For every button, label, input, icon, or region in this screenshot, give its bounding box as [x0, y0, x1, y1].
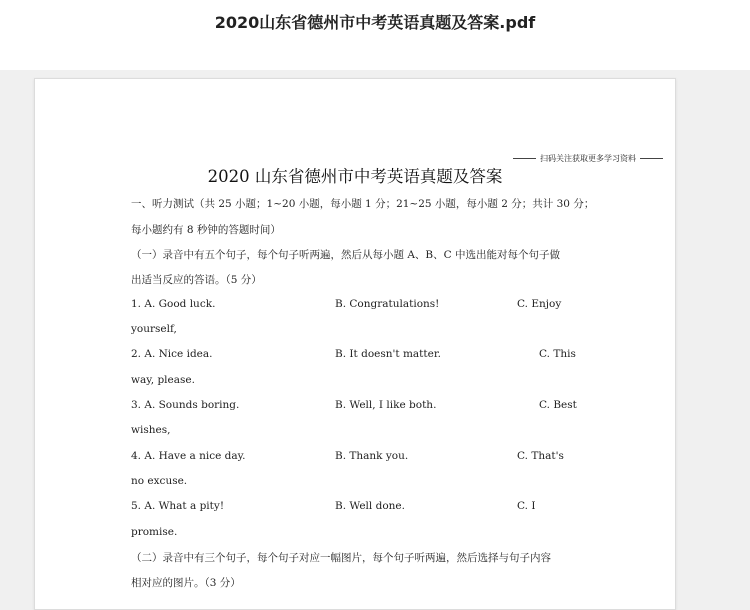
q1-option-a: 1. A. Good luck.	[131, 298, 216, 310]
q3-option-b: B. Well, I like both.	[335, 399, 437, 411]
q3-option-a: 3. A. Sounds boring.	[131, 399, 240, 411]
q1-option-c: C. Enjoy	[517, 298, 562, 310]
q3-option-c: C. Best	[539, 399, 577, 411]
q4-option-a: 4. A. Have a nice day.	[131, 450, 246, 462]
q2-option-a: 2. A. Nice idea.	[131, 348, 213, 360]
q2-option-c-cont: way, please.	[131, 374, 195, 386]
q5-option-b: B. Well done.	[335, 500, 405, 512]
promo-text: 扫码关注获取更多学习资料	[540, 154, 636, 163]
promo-left-rule	[513, 158, 536, 159]
file-title: 2020山东省德州市中考英语真题及答案.pdf	[214, 13, 536, 32]
q5-option-c-cont: promise.	[131, 526, 178, 538]
part2-line1: （二）录音中有三个句子，每个句子对应一幅图片，每个句子听两遍，然后选择与句子内容	[131, 552, 551, 564]
part1-line1: （一）录音中有五个句子，每个句子听两遍，然后从每小题 A、B、C 中选出能对每个句子做	[131, 249, 561, 261]
q2-option-c: C. This	[539, 348, 576, 360]
document-title: 2020 山东省德州市中考英语真题及答案	[207, 167, 503, 186]
section1-line2: 每小题约有 8 秒钟的答题时间）	[131, 224, 281, 236]
section1-line1: 一、听力测试（共 25 小题；1~20 小题，每小题 1 分；21~25 小题，每小题 2 分；共计 30 分；	[131, 198, 595, 210]
q2-option-b: B. It doesn't matter.	[335, 348, 442, 360]
document-page	[34, 78, 676, 610]
q4-option-b: B. Thank you.	[335, 450, 409, 462]
q5-option-c: C. I	[517, 500, 536, 512]
part1-line2: 出适当反应的答语。（5 分）	[131, 274, 262, 286]
promo-right-rule	[640, 158, 663, 159]
viewer-header	[0, 0, 750, 70]
q4-option-c-cont: no excuse.	[131, 475, 188, 487]
q1-option-b: B. Congratulations!	[335, 298, 440, 310]
q5-option-a: 5. A. What a pity!	[131, 500, 225, 512]
q4-option-c: C. That's	[517, 450, 564, 462]
q1-option-c-cont: yourself,	[131, 323, 177, 335]
part2-line2: 相对应的图片。（3 分）	[131, 577, 241, 589]
q3-option-c-cont: wishes,	[131, 424, 171, 436]
